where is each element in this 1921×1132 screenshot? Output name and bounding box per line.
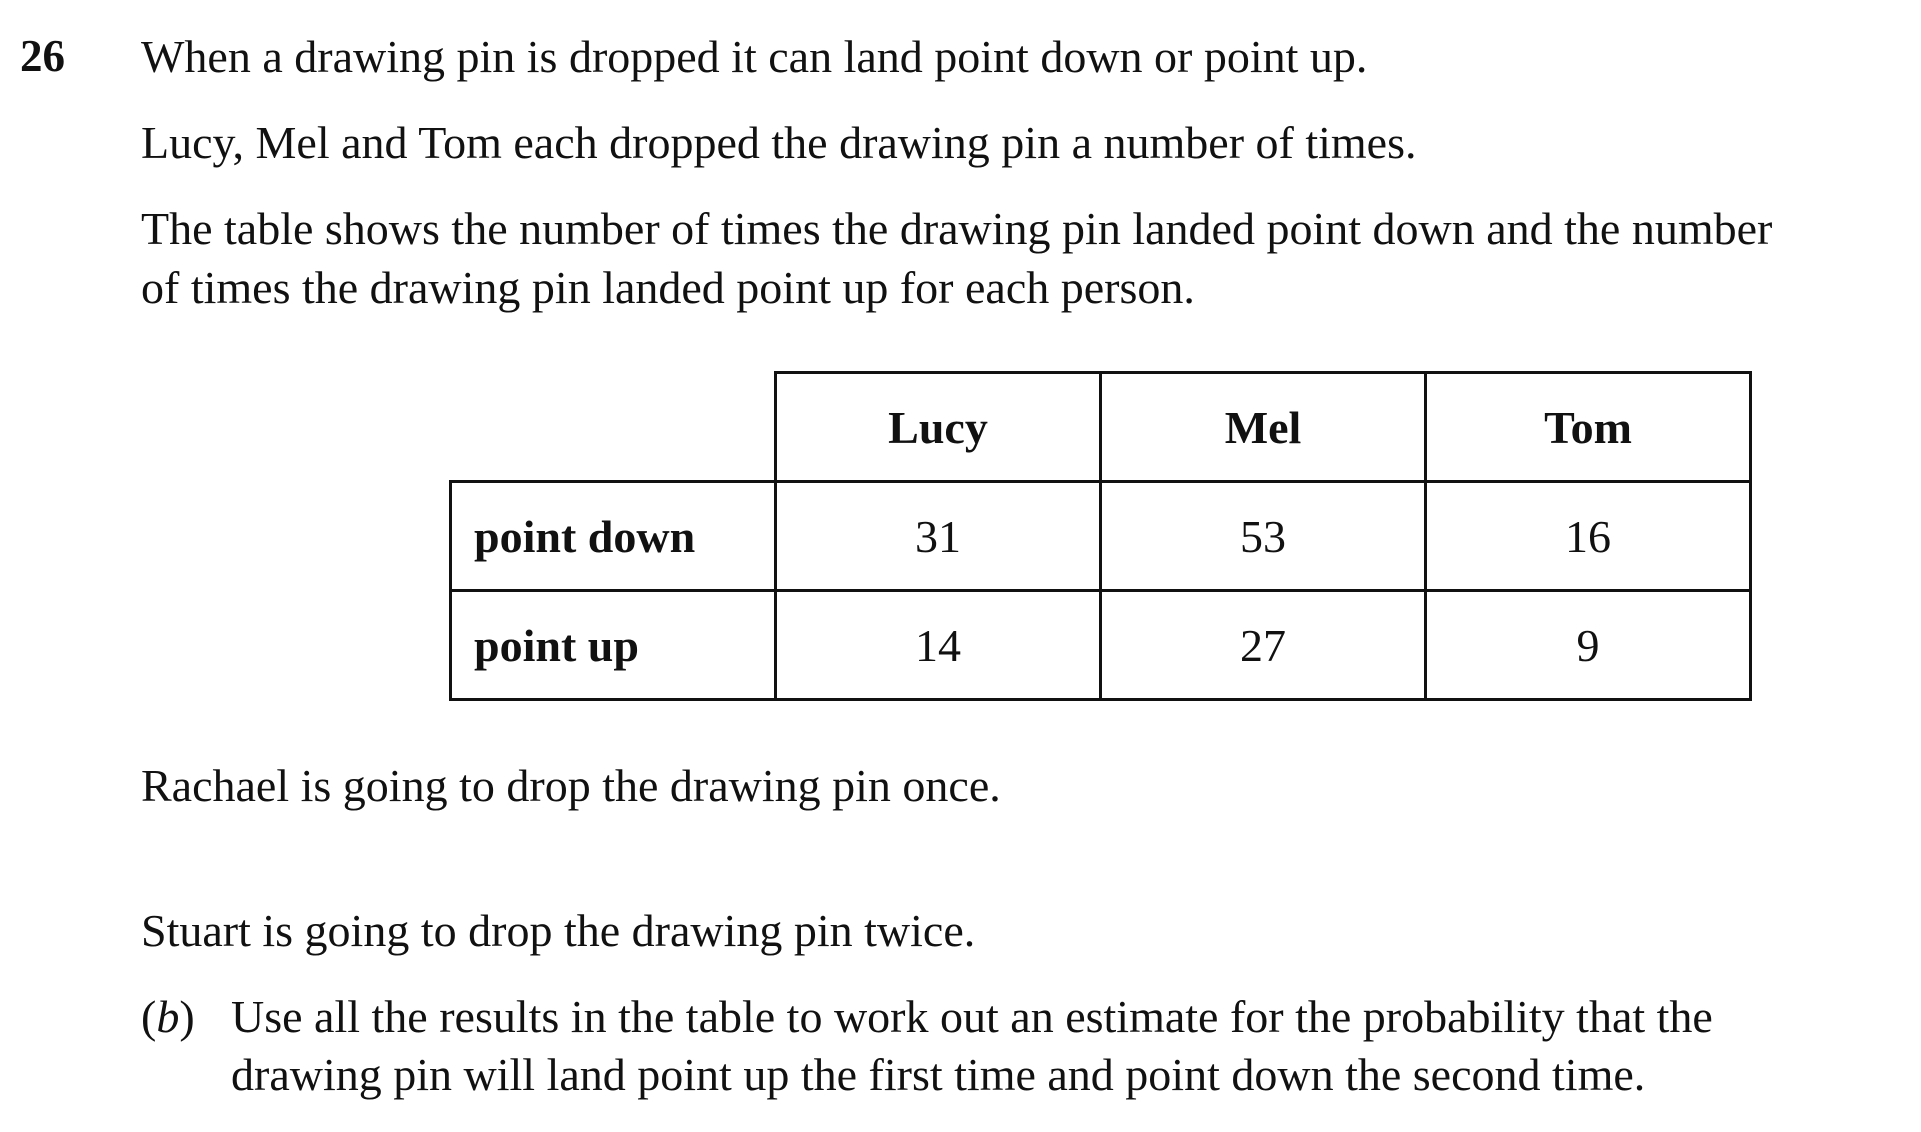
cell-mel-point-up: 27	[1101, 591, 1426, 700]
row-label-point-down: point down	[451, 482, 776, 591]
table-corner-cell	[451, 373, 776, 482]
cell-mel-point-down: 53	[1101, 482, 1426, 591]
column-header-mel: Mel	[1101, 373, 1426, 482]
cell-tom-point-down: 16	[1426, 482, 1751, 591]
column-header-tom: Tom	[1426, 373, 1751, 482]
table-header-row	[451, 373, 1751, 482]
part-b-question-text	[231, 988, 1921, 1104]
table-row-point-up	[451, 591, 1751, 700]
cell-tom-point-up: 9	[1426, 591, 1751, 700]
table-intro-line-2: of times the drawing pin landed point up for each person.	[141, 262, 1195, 313]
part-b-line-1: Use all the results in the table to work out an estimate for the probability that the	[231, 991, 1713, 1042]
row-label-point-up: point up	[451, 591, 776, 700]
table-row-point-down	[451, 482, 1751, 591]
table-intro-line-1: The table shows the number of times the drawing pin landed point down and the number	[141, 203, 1773, 254]
rachael-sentence: Rachael is going to drop the drawing pin once.	[141, 760, 1001, 811]
question-number: 26	[20, 31, 65, 81]
intro-sentence-2: Lucy, Mel and Tom each dropped the drawing pin a number of times.	[141, 117, 1417, 168]
cell-lucy-point-down: 31	[776, 482, 1101, 591]
part-b-line-2: drawing pin will land point up the first time and point down the second time.	[231, 1049, 1646, 1100]
intro-sentence-1: When a drawing pin is dropped it can land point down or point up.	[141, 31, 1368, 82]
part-b-label: (b)	[141, 991, 195, 1042]
cell-lucy-point-up: 14	[776, 591, 1101, 700]
column-header-lucy: Lucy	[776, 373, 1101, 482]
stuart-sentence: Stuart is going to drop the drawing pin twice.	[141, 905, 976, 956]
results-table	[449, 371, 1752, 701]
